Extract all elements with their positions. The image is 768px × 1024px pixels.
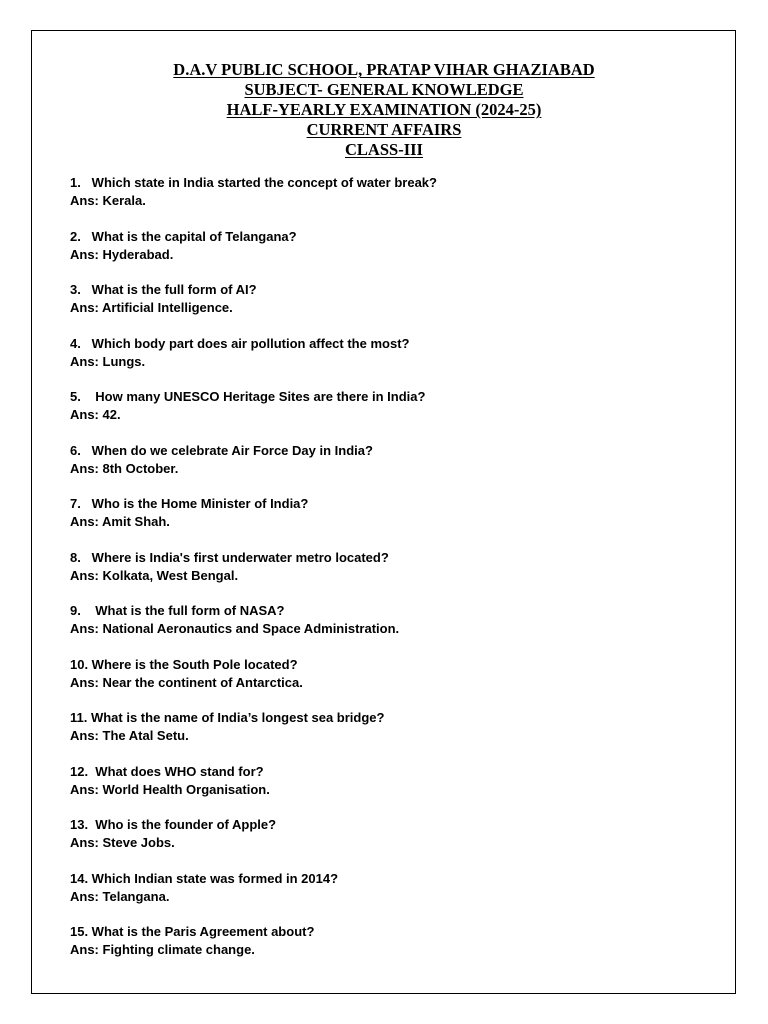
question: 10. Where is the South Pole located? (70, 656, 298, 672)
qa-item (70, 228, 710, 282)
qa-item (70, 335, 710, 389)
subject-line: SUBJECT- GENERAL KNOWLEDGE (244, 80, 524, 99)
qa-item (70, 656, 710, 710)
qa-item (70, 602, 710, 656)
answer: Ans: Fighting climate change. (70, 942, 255, 957)
school-name: D.A.V PUBLIC SCHOOL, PRATAP VIHAR GHAZIABAD (173, 60, 595, 79)
qa-item (70, 870, 710, 924)
question: 15. What is the Paris Agreement about? (70, 924, 315, 939)
qa-item (70, 816, 710, 870)
qa-item (70, 281, 710, 335)
answer: Ans: Amit Shah. (70, 514, 170, 529)
question: 7. Who is the Home Minister of India? (70, 496, 309, 511)
answer: Ans: Lungs. (70, 353, 146, 369)
qa-item (70, 709, 710, 763)
question: 11. What is the name of India’s longest sea bridge? (70, 710, 385, 725)
answer: Ans: Steve Jobs. (70, 835, 175, 850)
question: 5. How many UNESCO Heritage Sites are there in India? (70, 389, 426, 404)
qa-list (70, 174, 710, 977)
question: 4. Which body part does air pollution affect the most? (70, 335, 410, 351)
question: 9. What is the full form of NASA? (70, 603, 285, 618)
document-header (0, 60, 768, 160)
answer: Ans: National Aeronautics and Space Administration. (70, 621, 400, 636)
qa-item (70, 763, 710, 817)
answer: Ans: World Health Organisation. (70, 781, 270, 797)
answer: Ans: 8th October. (70, 460, 179, 476)
answer: Ans: Near the continent of Antarctica. (70, 674, 303, 690)
answer: Ans: The Atal Setu. (70, 728, 189, 743)
answer: Ans: 42. (70, 407, 121, 422)
qa-item (70, 549, 710, 603)
qa-item (70, 923, 710, 977)
question: 3. What is the full form of AI? (70, 282, 257, 297)
question: 1. Which state in India started the concept of water break? (70, 175, 437, 190)
exam-line: HALF-YEARLY EXAMINATION (2024-25) (226, 100, 542, 119)
question: 6. When do we celebrate Air Force Day in India? (70, 442, 373, 458)
question: 14. Which Indian state was formed in 2014? (70, 870, 339, 886)
answer: Ans: Telangana. (70, 888, 170, 904)
qa-item (70, 388, 710, 442)
answer: Ans: Artificial Intelligence. (70, 300, 233, 315)
qa-item (70, 495, 710, 549)
question: 13. Who is the founder of Apple? (70, 817, 277, 832)
answer: Ans: Kerala. (70, 193, 146, 208)
qa-item (70, 442, 710, 496)
answer: Ans: Hyderabad. (70, 246, 174, 262)
qa-item (70, 174, 710, 228)
answer: Ans: Kolkata, West Bengal. (70, 567, 239, 583)
question: 8. Where is India's first underwater metro located? (70, 549, 389, 565)
question: 12. What does WHO stand for? (70, 763, 264, 779)
class-line: CLASS-III (345, 140, 423, 159)
topic-line: CURRENT AFFAIRS (306, 120, 462, 139)
question: 2. What is the capital of Telangana? (70, 228, 297, 244)
